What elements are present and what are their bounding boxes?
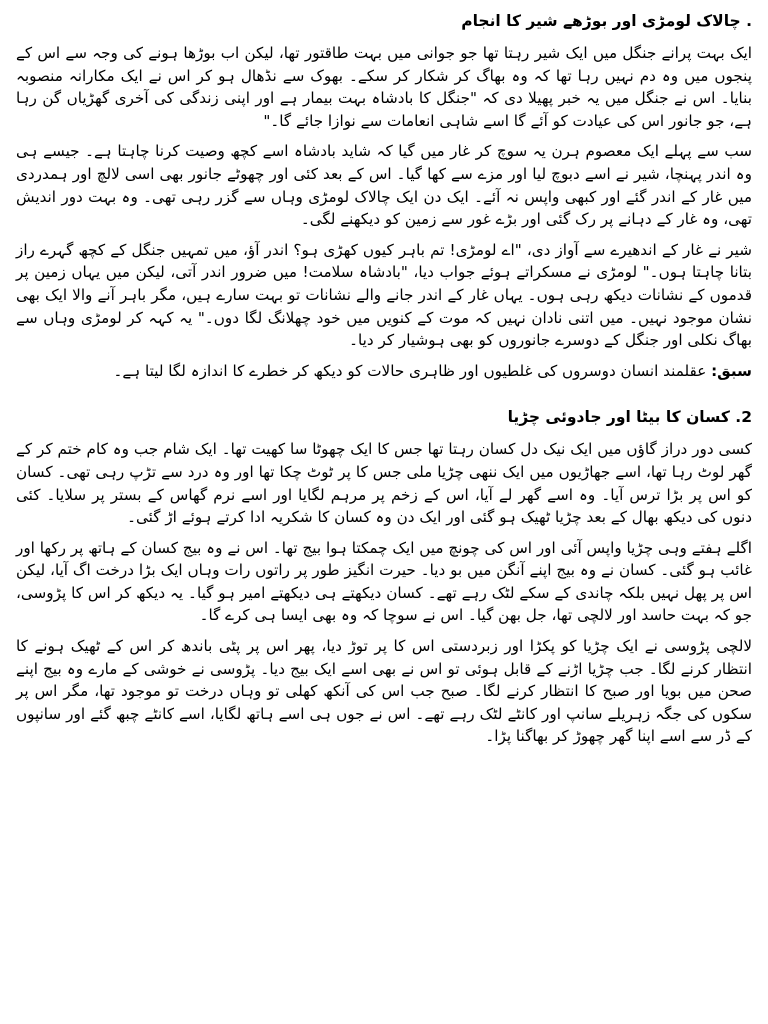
story-2 (16, 406, 752, 748)
moral-label: سبق: (711, 361, 752, 380)
story-1-title: . چالاک لومڑی اور بوڑھے شیر کا انجام (461, 12, 752, 30)
story-2-paragraph-2: اگلے ہفتے وہی چڑیا واپس آئی اور اس کی چونچ میں ایک چمکتا ہوا بیج تھا۔ اس نے وہ بیج کسان کے ہاتھ پر رکھا اور غائب ہو گئی۔ کسان نے وہ بیج اپنے آنگن میں بو دیا۔ حیرت انگیز طور پر راتوں رات وہاں ایک بڑا درخت اگ آیا، لیکن اس پر پھل نہیں بلکہ چاندی کے سکے لٹک رہے تھے۔ کسان دیکھتے ہی دیکھتے امیر ہو گیا۔ یہ دیکھ کر اس کا پڑوسی، جو کہ بہت حاسد اور لالچی تھا، جل بھن گیا۔ اس نے سوچا کہ وہ بھی ایسا ہی کرے گا۔ (16, 538, 752, 625)
story-1-paragraph-2: سب سے پہلے ایک معصوم ہرن یہ سوچ کر غار میں گیا کہ شاید بادشاہ اسے کچھ وصیت کرنا چاہتا ہے۔ جیسے ہی وہ اندر پہنچا، شیر نے اسے دبوچ لیا اور مزے سے کھا گیا۔ اس کے بعد کئی اور چھوٹے جانور بھی اسی لالچ اور ہمدردی میں غار کے اندر گئے اور کبھی واپس نہ آئے۔ ایک دن ایک چالاک لومڑی وہاں سے گزر رہی تھی۔ وہ بہت دور اندیش تھی، وہ غار کے دہانے پر رک گئی اور بڑے غور سے زمین کو دیکھنے لگی۔ (16, 142, 752, 229)
story-1-moral (16, 360, 752, 383)
moral-text: عقلمند انسان دوسروں کی غلطیوں اور ظاہری حالات کو دیکھ کر خطرے کا اندازہ لگا لیتا ہے۔ (113, 361, 712, 380)
story-2-paragraph-3: لالچی پڑوسی نے ایک چڑیا کو پکڑا اور زبردستی اس کا پر توڑ دیا، پھر اس پر پٹی باندھ کر اس کے ٹھیک ہونے کا انتظار کرنے لگا۔ جب چڑیا اڑنے کے قابل ہوئی تو اس نے بھی اسے ایک بیج دیا۔ پڑوسی نے خوشی کے مارے وہ بیج اپنے صحن میں بویا اور صبح کا انتظار کرنے لگا۔ صبح جب اس کی آنکھ کھلی تو وہاں درخت تو موجود تھا، مگر اس پر سکوں کی جگہ زہریلے سانپ اور کانٹے لٹک رہے تھے۔ اس نے جوں ہی اسے ہاتھ لگایا، اسے کانٹے چبھ گئے اور سانپوں کے ڈر سے اسے اپنا گھر چھوڑ کر بھاگنا پڑا۔ (16, 637, 752, 746)
story-2-paragraph-1: کسی دور دراز گاؤں میں ایک نیک دل کسان رہتا تھا جس کا ایک چھوٹا سا کھیت تھا۔ ایک شام جب وہ کام ختم کر کے گھر لوٹ رہا تھا، اسے جھاڑیوں میں ایک ننھی چڑیا ملی جس کا پر ٹوٹ چکا تھا اور وہ درد سے تڑپ رہی تھی۔ کسان کو اس پر بڑا ترس آیا۔ وہ اسے گھر لے آیا، اس کے زخم پر مرہم لگایا اور اسے نرم گھاس کے بستر پر سلایا۔ کئی دنوں کی دیکھ بھال کے بعد چڑیا ٹھیک ہو گئی اور ایک دن وہ کسان کا شکریہ ادا کرتے ہوئے اڑ گئی۔ (16, 440, 752, 527)
story-1-paragraph-1: ایک بہت پرانے جنگل میں ایک شیر رہتا تھا جو جوانی میں بہت طاقتور تھا، لیکن اب بوڑھا ہونے کی وجہ سے اس کے پنجوں میں وہ دم نہیں رہا تھا کہ وہ بھاگ کر شکار کر سکے۔ بھوک سے نڈھال ہو کر اس نے ایک مکارانہ منصوبہ بنایا۔ اس نے جنگل میں یہ خبر پھیلا دی کہ "جنگل کا بادشاہ بہت بیمار ہے اور اپنی زندگی کی آخری گھڑیاں گن رہا ہے، جو جانور اس کی عیادت کو آئے گا اسے شاہی انعامات سے نوازا جائے گا۔" (16, 44, 752, 130)
story-2-title: 2. کسان کا بیٹا اور جادوئی چڑیا (507, 408, 752, 427)
story-1 (16, 10, 752, 382)
story-1-paragraph-3: شیر نے غار کے اندھیرے سے آواز دی، "اے لومڑی! تم باہر کیوں کھڑی ہو؟ اندر آؤ، میں تمہیں جنگل کے کچھ گہرے راز بتانا چاہتا ہوں۔" لومڑی نے مسکراتے ہوئے جواب دیا، "بادشاہ سلامت! میں ضرور اندر آتی، لیکن میں یہاں زمین پر قدموں کے نشانات دیکھ رہی ہوں۔ یہاں غار کے اندر جانے والے نشانات تو بہت سارے ہیں، مگر باہر آنے والا ایک بھی نشان موجود نہیں۔ میں اتنی نادان نہیں کہ موت کے کنویں میں خود چھلانگ لگا دوں۔" یہ کہہ کر لومڑی وہاں سے بھاگ نکلی اور جنگل کے دوسرے جانوروں کو بھی ہوشیار کر دیا۔ (16, 240, 752, 350)
